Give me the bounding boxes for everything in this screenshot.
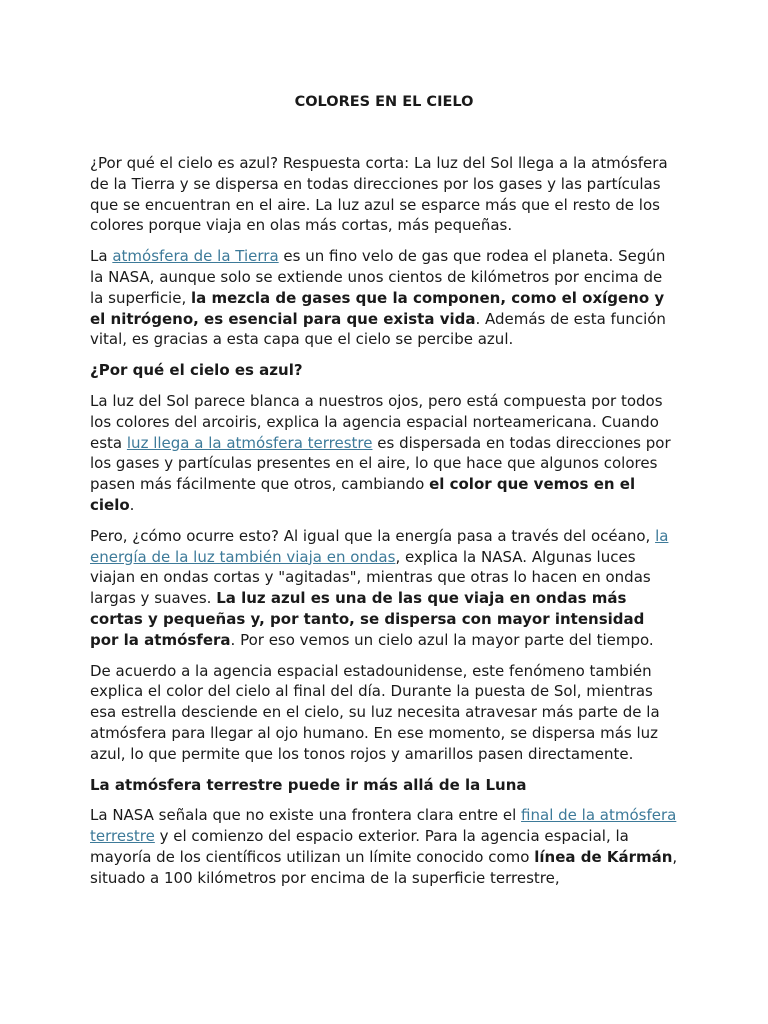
paragraph-sunlight xyxy=(90,391,678,516)
text-run: La xyxy=(90,247,113,266)
text-run: . xyxy=(129,495,135,514)
link-energia-ondas[interactable]: la energía de la luz también viaja en ondas xyxy=(90,526,669,566)
text-run: La luz del Sol parece blanca a nuestros ojos, pero está compuesta por todos los colores del arcoiris, explica la agencia espacial norteamericana. Cuando esta xyxy=(90,391,663,452)
text-run: . Por eso vemos un cielo azul la mayor parte del tiempo. xyxy=(230,630,654,649)
section-heading-beyond-moon: La atmósfera terrestre puede ir más allá de la Luna xyxy=(90,775,527,794)
link-final-atmosfera[interactable]: final de la atmósfera terrestre xyxy=(90,806,677,846)
paragraph-karman xyxy=(90,805,678,888)
text-run: . Además de esta función vital, es gracias a esta capa que el cielo se percibe azul. xyxy=(90,309,666,349)
text-run: , explica la NASA. Algunas luces viajan en ondas cortas y "agitadas", mientras que otras lo hacen en ondas largas y suaves. xyxy=(90,547,651,608)
paragraph-intro: ¿Por qué el cielo es azul? Respuesta corta: La luz del Sol llega a la atmósfera de la Tierra y se dispersa en todas direcciones por los gases y las partículas que se encuentran en el aire. La luz azul se esparce más que el resto de los colores porque viaja en olas más cortas, más pequeñas. xyxy=(90,154,668,235)
paragraph-waves xyxy=(90,526,678,651)
paragraph-atmosphere xyxy=(90,246,678,350)
bold-text: el color que vemos en el cielo xyxy=(90,475,636,514)
link-atmosfera-tierra[interactable]: atmósfera de la Tierra xyxy=(112,247,279,266)
bold-text: línea de Kármán xyxy=(534,847,673,866)
bold-text: La luz azul es una de las que viaja en ondas más cortas y pequeñas y, por tanto, se dispersa con mayor intensidad por la atmósfera xyxy=(90,589,645,649)
bold-text: la mezcla de gases que la componen, como el oxígeno y el nitrógeno, es esencial para que exista vida xyxy=(90,288,665,328)
document-title: COLORES EN EL CIELO xyxy=(294,94,474,110)
section-heading-why-blue: ¿Por qué el cielo es azul? xyxy=(90,361,303,380)
text-run: y el comienzo del espacio exterior. Para la agencia espacial, la mayoría de los científicos utilizan un límite conocido como xyxy=(90,827,629,866)
text-run: es dispersada en todas direcciones por los gases y partículas presentes en el aire, lo que hace que algunos colores pasen más fácilmente que otros, cambiando xyxy=(90,433,671,494)
text-run: La NASA señala que no existe una frontera clara entre el xyxy=(90,806,522,825)
text-run: Pero, ¿cómo ocurre esto? Al igual que la energía pasa a través del océano, xyxy=(90,526,656,545)
text-run: , situado a 100 kilómetros por encima de la superficie terrestre, xyxy=(90,847,678,887)
text-run: es un fino velo de gas que rodea el planeta. Según la NASA, aunque solo se extiende unos cientos de kilómetros por encima de la superficie, xyxy=(90,247,666,307)
link-luz-atmosfera[interactable]: luz llega a la atmósfera terrestre xyxy=(126,433,373,452)
paragraph-sunset: De acuerdo a la agencia espacial estadounidense, este fenómeno también explica el color del cielo al final del día. Durante la puesta de Sol, mientras esa estrella desciende en el cielo, su luz necesita atravesar más parte de la atmósfera para llegar al ojo humano. En ese momento, se dispersa más luz azul, lo que permite que los tonos rojos y amarillos pasen directamente. xyxy=(90,661,660,763)
